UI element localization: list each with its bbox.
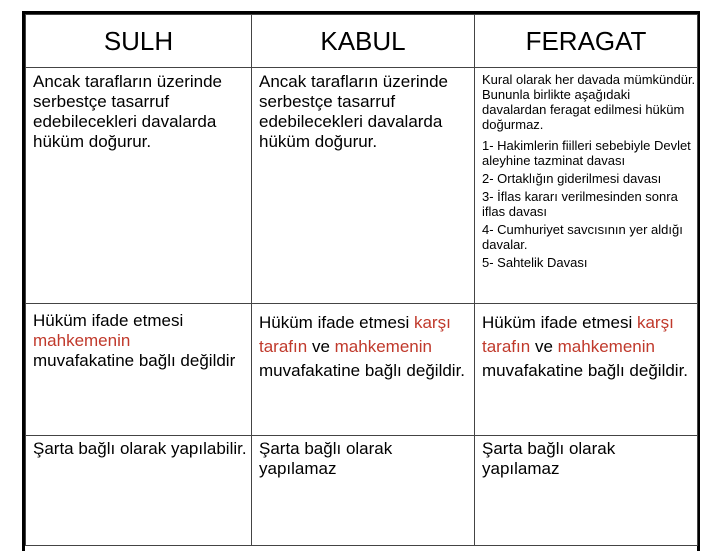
text-part-highlight: karşı: [636, 313, 674, 332]
cell-feragat-consent: [475, 304, 698, 436]
text-part-highlight: mahkemenin: [334, 337, 432, 356]
text-part: Hüküm ifade etmesi: [259, 313, 410, 332]
text-part: muvafakatine bağlı değildir.: [482, 361, 689, 380]
text-part-highlight: mahkemenin: [557, 337, 655, 356]
cell-kabul-consent: [252, 304, 475, 436]
text-part: Hüküm ifade etmesi: [482, 313, 633, 332]
list-item: 4- Cumhuriyet savcısının yer aldığı davalar.: [482, 222, 683, 252]
header-sulh: SULH: [26, 15, 252, 68]
cell-feragat-scope: [475, 68, 698, 304]
text-part: muvafakatine bağlı değildir: [33, 351, 236, 370]
header-feragat: FERAGAT: [475, 15, 698, 68]
table-row: [26, 68, 698, 304]
header-kabul: KABUL: [252, 15, 475, 68]
cell-kabul-scope: Ancak tarafların üzerinde serbestçe tasarruf edebilecekleri davalarda hüküm doğurur.: [252, 68, 475, 304]
cell-sulh-scope: Ancak tarafların üzerinde serbestçe tasarruf edebilecekleri davalarda hüküm doğurur.: [26, 68, 252, 304]
cell-kabul-condition: Şarta bağlı olarak yapılamaz: [252, 436, 475, 546]
text-part: ve: [311, 337, 330, 356]
text-part-highlight: tarafın: [482, 337, 531, 356]
text-part-highlight: mahkemenin: [33, 331, 131, 350]
table-row: [26, 436, 698, 546]
text-part: ve: [534, 337, 553, 356]
text-part: muvafakatine bağlı değildir.: [259, 361, 466, 380]
list-item: 1- Hakimlerin fiilleri sebebiyle Devlet aleyhine tazminat davası: [482, 138, 691, 168]
list-item: 5- Sahtelik Davası: [482, 255, 588, 270]
cell-feragat-condition: Şarta bağlı olarak yapılamaz: [475, 436, 698, 546]
list-item: 3- İflas kararı verilmesinden sonra iflas davası: [482, 189, 678, 219]
table-row: [26, 304, 698, 436]
text-part-highlight: tarafın: [259, 337, 308, 356]
cell-sulh-consent: [26, 304, 252, 436]
text-part: Hüküm ifade etmesi: [33, 311, 184, 330]
list-item: 2- Ortaklığın giderilmesi davası: [482, 171, 662, 186]
comparison-table: [25, 14, 698, 546]
feragat-intro: Kural olarak her davada mümkündür. Bununla birlikte aşağıdaki davalardan feragat edilmesi hüküm doğurmaz.: [482, 72, 696, 132]
header-row: [26, 15, 698, 68]
text-part-highlight: karşı: [413, 313, 451, 332]
cell-sulh-condition: Şarta bağlı olarak yapılabilir.: [26, 436, 252, 546]
